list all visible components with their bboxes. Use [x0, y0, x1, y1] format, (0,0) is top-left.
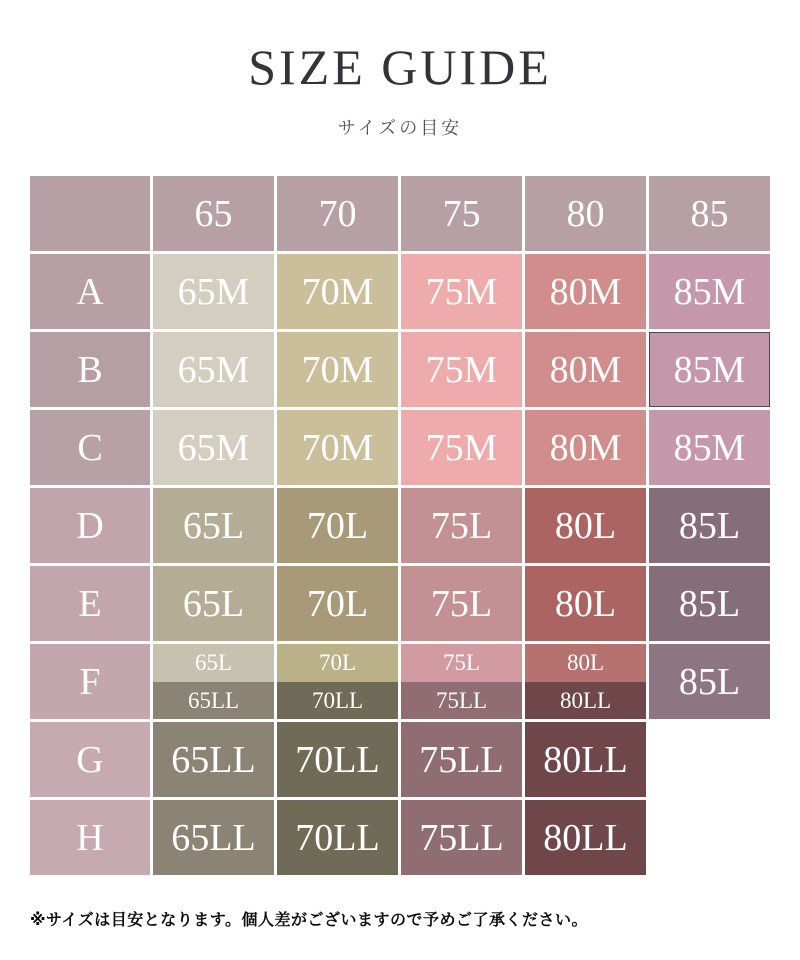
size-cell: 65M: [153, 254, 274, 329]
size-cell-top: 80L: [525, 644, 646, 682]
size-cell: 85L: [649, 566, 770, 641]
size-cell-bottom: 65LL: [153, 682, 274, 720]
size-cell-top: 65L: [153, 644, 274, 682]
size-cell: 80LL: [525, 800, 646, 875]
column-header: 80: [525, 176, 646, 251]
size-cell: 70M: [277, 332, 398, 407]
size-cell: 70LL: [277, 800, 398, 875]
size-cell: 65L: [153, 488, 274, 563]
size-cell: 75M: [401, 332, 522, 407]
size-cell-top: 75L: [401, 644, 522, 682]
size-cell: 80M: [525, 254, 646, 329]
split-size-cell: [401, 644, 522, 719]
size-cell: 75L: [401, 488, 522, 563]
size-table: [30, 176, 770, 875]
size-cell: 65LL: [153, 722, 274, 797]
size-cell: 65LL: [153, 800, 274, 875]
column-header: 75: [401, 176, 522, 251]
row-label: E: [30, 566, 150, 641]
size-cell: 70M: [277, 410, 398, 485]
split-size-cell: [153, 644, 274, 719]
size-cell: 85M: [649, 332, 770, 407]
row-label: D: [30, 488, 150, 563]
size-cell: 70LL: [277, 722, 398, 797]
split-size-cell: [277, 644, 398, 719]
row-label: C: [30, 410, 150, 485]
page-title: SIZE GUIDE: [248, 39, 552, 95]
footnote: ※サイズは目安となります。個人差がございますので予めご了承ください。: [30, 912, 588, 929]
size-cell: 85L: [649, 488, 770, 563]
row-label: G: [30, 722, 150, 797]
size-cell-top: 70L: [277, 644, 398, 682]
corner-cell: [30, 176, 150, 251]
column-header: 70: [277, 176, 398, 251]
size-cell: 80L: [525, 566, 646, 641]
size-cell: 75M: [401, 410, 522, 485]
size-cell: 70L: [277, 488, 398, 563]
size-cell: 80M: [525, 332, 646, 407]
size-cell: 75LL: [401, 722, 522, 797]
size-cell: 85L: [649, 644, 770, 719]
empty-cell: [649, 722, 770, 797]
size-cell: 75L: [401, 566, 522, 641]
size-cell-bottom: 80LL: [525, 682, 646, 720]
column-header: 85: [649, 176, 770, 251]
column-header: 65: [153, 176, 274, 251]
row-label: A: [30, 254, 150, 329]
size-cell: 75M: [401, 254, 522, 329]
empty-cell: [649, 800, 770, 875]
size-cell: 65M: [153, 332, 274, 407]
size-cell: 75LL: [401, 800, 522, 875]
split-size-cell: [525, 644, 646, 719]
size-cell: 70L: [277, 566, 398, 641]
size-cell: 65M: [153, 410, 274, 485]
size-cell-bottom: 70LL: [277, 682, 398, 720]
size-cell: 85M: [649, 410, 770, 485]
size-cell: 80LL: [525, 722, 646, 797]
size-cell-bottom: 75LL: [401, 682, 522, 720]
size-cell: 80L: [525, 488, 646, 563]
row-label: F: [30, 644, 150, 719]
row-label: H: [30, 800, 150, 875]
size-cell: 65L: [153, 566, 274, 641]
size-cell: 70M: [277, 254, 398, 329]
page-subtitle: サイズの目安: [337, 118, 463, 138]
row-label: B: [30, 332, 150, 407]
size-cell: 85M: [649, 254, 770, 329]
size-cell: 80M: [525, 410, 646, 485]
